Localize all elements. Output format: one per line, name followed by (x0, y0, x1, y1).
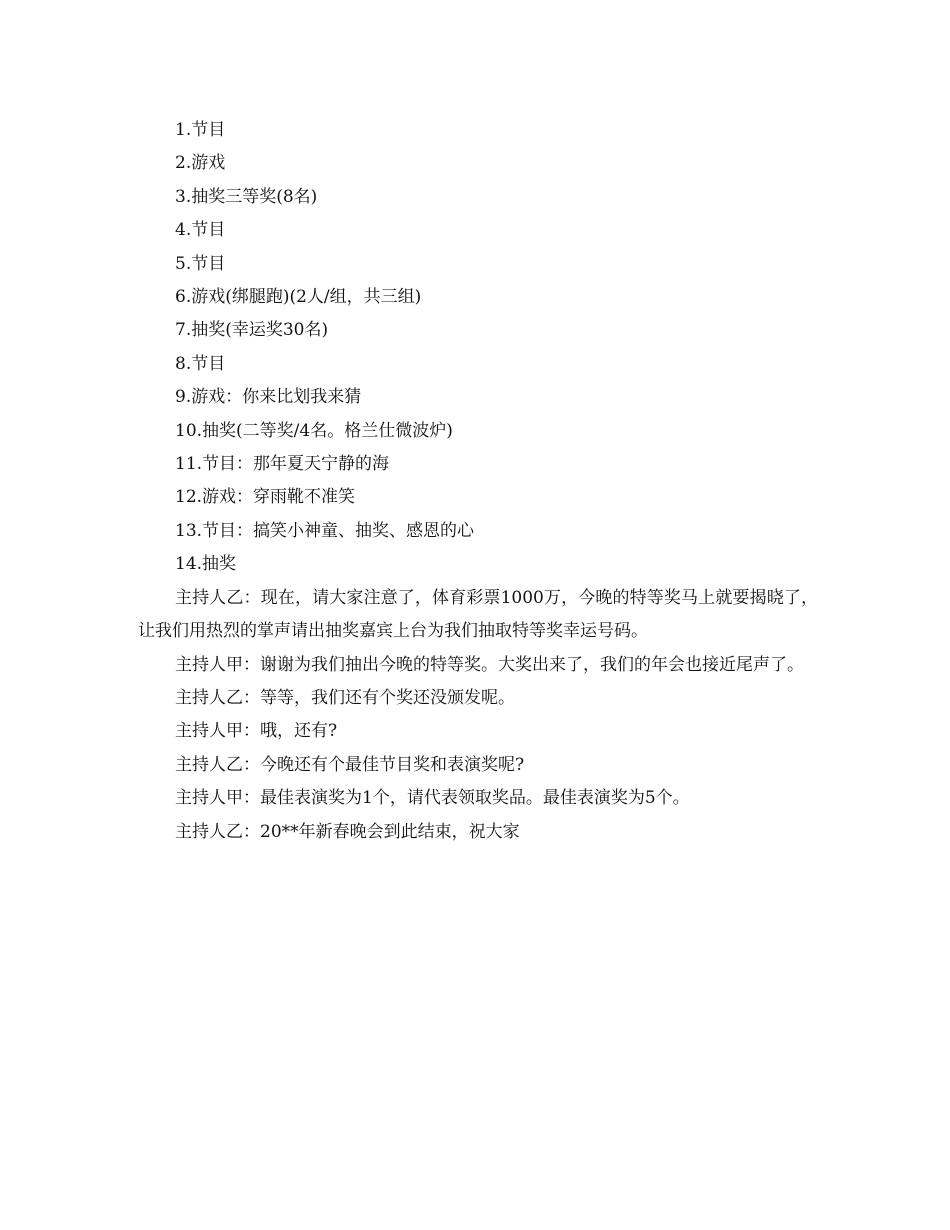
dialogue-paragraph: 主持人甲：最佳表演奖为1个，请代表领取奖品。最佳表演奖为5个。 (175, 788, 690, 809)
program-item-12: 12.游戏：穿雨靴不准笑 (175, 487, 356, 508)
program-item-2: 2.游戏 (175, 153, 226, 174)
program-list (138, 114, 818, 582)
program-item-13: 13.节目：搞笑小神童、抽奖、感恩的心 (175, 520, 475, 541)
program-item-5: 5.节目 (175, 253, 226, 274)
program-item-6: 6.游戏(绑腿跑)(2人/组，共三组) (175, 287, 422, 308)
program-item-11: 11.节目：那年夏天宁静的海 (175, 454, 390, 475)
program-item-7: 7.抽奖(幸运奖30名) (175, 320, 329, 341)
document-page (138, 114, 818, 849)
dialogue-paragraph: 主持人乙：20**年新春晚会到此结束，祝大家 (175, 821, 520, 842)
dialogue-paragraph: 主持人乙：今晚还有个最佳节目奖和表演奖呢? (175, 754, 525, 775)
dialogue-paragraph: 主持人乙：现在，请大家注意了，体育彩票1000万，今晚的特等奖马上就要揭晓了，让我们用热烈的掌声请出抽奖嘉宾上台为我们抽取特等奖幸运号码。 (138, 587, 818, 642)
program-item-3: 3.抽奖三等奖(8名) (175, 186, 318, 207)
program-item-8: 8.节目 (175, 353, 226, 374)
dialogue-paragraph: 主持人甲：谢谢为我们抽出今晚的特等奖。大奖出来了，我们的年会也接近尾声了。 (175, 654, 804, 675)
program-item-14: 14.抽奖 (175, 554, 237, 575)
dialogue-paragraph: 主持人乙：等等，我们还有个奖还没颁发呢。 (175, 687, 515, 708)
program-item-10: 10.抽奖(二等奖/4名。格兰仕微波炉) (175, 420, 453, 441)
program-item-1: 1.节目 (175, 120, 226, 140)
dialogue-paragraph: 主持人甲：哦，还有? (175, 721, 338, 742)
host-dialogue (138, 582, 818, 849)
program-item-4: 4.节目 (175, 220, 226, 241)
program-item-9: 9.游戏：你来比划我来猜 (175, 387, 362, 408)
